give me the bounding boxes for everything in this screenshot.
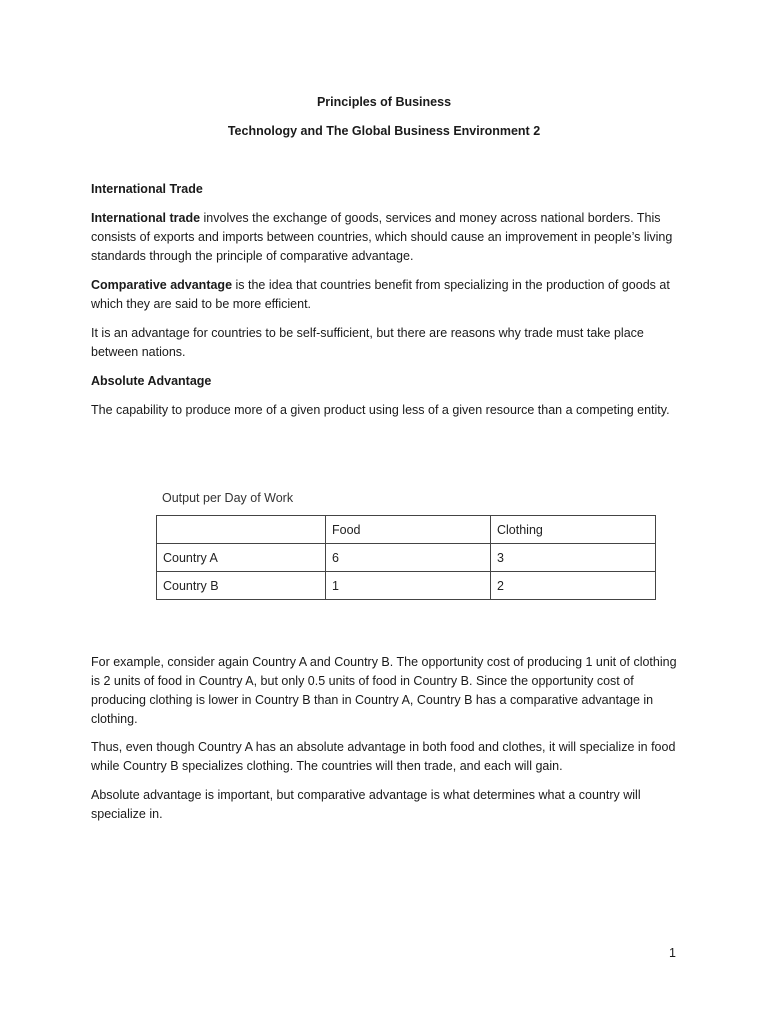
table-cell: 6 — [326, 544, 491, 572]
table-row — [157, 544, 656, 572]
paragraph-absolute-advantage-definition: The capability to produce more of a given product using less of a given resource than a competing entity. — [91, 403, 670, 417]
table-cell: 2 — [491, 572, 656, 600]
table-header-cell: Clothing — [491, 516, 656, 544]
paragraph-conclusion: Absolute advantage is important, but comparative advantage is what determines what a country will specialize in. — [91, 788, 641, 821]
paragraph-international-trade — [91, 209, 683, 266]
output-table — [156, 515, 656, 600]
table-row — [157, 572, 656, 600]
table-header-cell — [157, 516, 326, 544]
document-title: Principles of Business — [316, 95, 452, 109]
term-international-trade: International trade — [91, 211, 201, 225]
term-comparative-advantage: Comparative advantage — [91, 278, 233, 292]
section-heading-international-trade: International Trade — [91, 182, 203, 196]
table-caption: Output per Day of Work — [162, 491, 294, 505]
document-subtitle: Technology and The Global Business Environment 2 — [227, 124, 541, 138]
paragraph-self-sufficient: It is an advantage for countries to be self-sufficient, but there are reasons why trade must take place between nations. — [91, 326, 644, 359]
section-heading-absolute-advantage: Absolute Advantage — [91, 374, 212, 388]
table-cell: 1 — [326, 572, 491, 600]
paragraph-comparative-advantage — [91, 276, 683, 314]
table-header-cell: Food — [326, 516, 491, 544]
paragraph-example: For example, consider again Country A and Country B. The opportunity cost of producing 1 unit of clothing is 2 units of food in Country A, but only 0.5 units of food in Country B. Since the opportunity cost of producing clothing is lower in Country B than in Country A, Country B has a comparative advantage in clothing. — [91, 655, 677, 726]
table-header-row — [157, 516, 656, 544]
table-cell: Country B — [157, 572, 326, 600]
paragraph-specialization: Thus, even though Country A has an absolute advantage in both food and clothes, it will specialize in food while Country B specializes clothing. The countries will then trade, and each will gain. — [91, 740, 676, 773]
table-cell: Country A — [157, 544, 326, 572]
table-cell: 3 — [491, 544, 656, 572]
paragraph-text: is the idea that countries benefit from specializing in the production of goods at which they are said to be more efficient. — [91, 278, 670, 311]
paragraph-text: involves the exchange of goods, services and money across national borders. This consists of exports and imports between countries, which should cause an improvement in people’s living standards through the principle of comparative advantage. — [91, 211, 673, 263]
page-number: 1 — [669, 946, 676, 960]
